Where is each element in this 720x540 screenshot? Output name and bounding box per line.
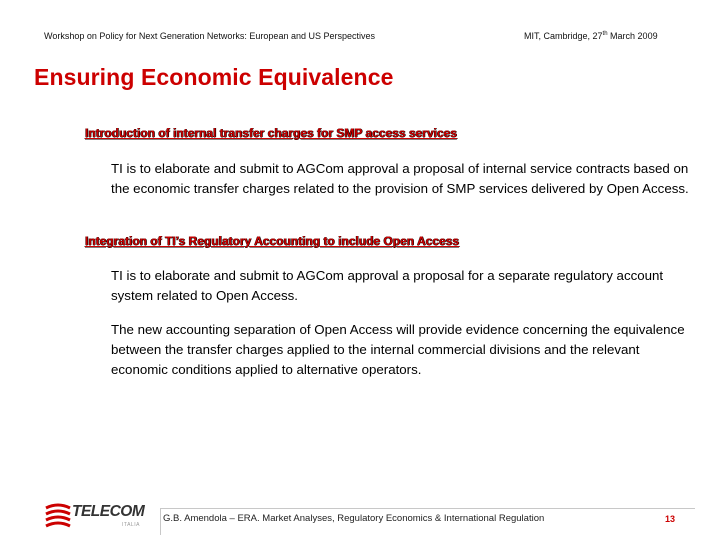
footer-author: [163, 513, 544, 524]
paragraph-accounting-separation: The new accounting separation of Open Access will provide evidence concerning the equivalence between the transfer charges applied to the internal commercial divisions and the relevant economic conditions applied to alternative operators.: [111, 322, 685, 377]
paragraph-transfer-charges: TI is to elaborate and submit to AGCom approval a proposal of internal service contracts based on the economic transfer charges related to the provision of SMP services delivered by Open Access.: [111, 161, 689, 196]
section-heading-transfer-charges: Introduction of internal transfer charges for SMP access services: [85, 126, 457, 140]
footer-author-name: G.B. Amendola – ERA: [163, 513, 257, 524]
header-date-location: [524, 31, 658, 41]
footer: [0, 496, 720, 540]
page-number: 13: [665, 514, 676, 524]
telecom-logo-icon: [44, 502, 72, 532]
logo-wordmark: TELECOM: [72, 503, 145, 520]
header-event-title: Workshop on Policy for Next Generation Networks: European and US Perspectives: [44, 31, 375, 41]
footer-author-affiliation: . Market Analyses, Regulatory Economics & International Regulation: [257, 513, 545, 524]
logo-subtext: ITALIA: [122, 522, 140, 528]
header-date-pre: MIT, Cambridge, 27: [524, 31, 603, 41]
section-heading-regulatory-accounting: Integration of TI’s Regulatory Accounting to include Open Access: [85, 234, 460, 248]
telecom-italia-logo: [44, 498, 154, 532]
slide-title: Ensuring Economic Equivalence: [34, 64, 394, 90]
header-date-post: March 2009: [607, 31, 658, 41]
header-date-sup: th: [602, 31, 608, 37]
paragraph-regulatory-accounting: TI is to elaborate and submit to AGCom approval a proposal for a separate regulatory account system related to Open Access.: [111, 268, 664, 303]
